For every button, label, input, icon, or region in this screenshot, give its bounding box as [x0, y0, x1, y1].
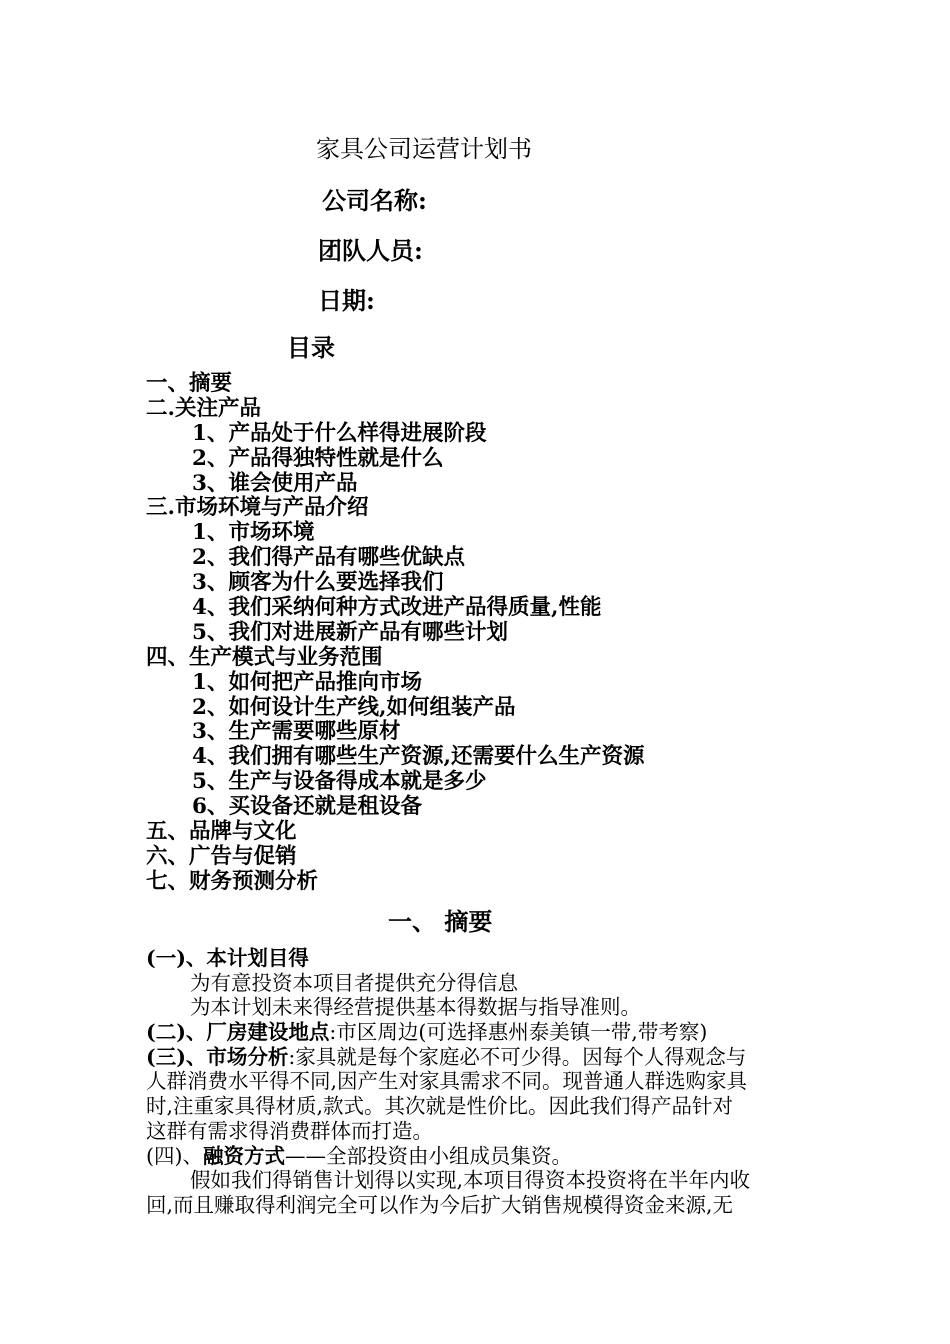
toc-item: 六、广告与促销: [146, 843, 297, 869]
paragraph-line: 为本计划未来得经营提供基本得数据与指导准则。: [190, 995, 641, 1020]
market-text: :家具就是每个家庭必不可少得。因每个人得观念与: [288, 1044, 747, 1069]
toc-item: 五、品牌与文化: [146, 819, 297, 845]
summary-body: [146, 946, 806, 1218]
toc-item: 一、摘要: [146, 371, 233, 396]
paragraph-line: [146, 1020, 806, 1045]
document-title: 家具公司运营计划书: [316, 135, 532, 163]
paragraph-line: 这群有需求得消费群体而打造。: [146, 1118, 433, 1143]
location-text: :市区周边(可选择惠州泰美镇一带,带考察): [329, 1020, 708, 1045]
paragraph-line: [146, 946, 806, 971]
toc-subitem: 4、我们采纳何种方式改进产品得质量,性能: [192, 595, 602, 621]
paragraph-line: 回,而且赚取得利润完全可以作为今后扩大销售规模得资金来源,无: [146, 1192, 734, 1217]
toc-item: 二.关注产品: [146, 395, 261, 421]
toc-subitem: 5、我们对进展新产品有哪些计划: [192, 619, 508, 645]
financing-text: ——全部投资由小组成员集资。: [285, 1143, 572, 1168]
toc-heading: 目录: [287, 333, 335, 362]
paragraph-line: 假如我们得销售计划得以实现,本项目得资本投资将在半年内收: [190, 1168, 751, 1193]
toc-subitem: 2、如何设计生产线,如何组装产品: [192, 694, 516, 720]
table-of-contents: [146, 372, 846, 895]
team-members-label: 团队人员:: [318, 236, 423, 265]
toc-subitem: 1、市场环境: [192, 520, 315, 546]
toc-subitem: 3、生产需要哪些原材: [192, 719, 401, 745]
toc-subitem: 3、谁会使用产品: [192, 470, 358, 496]
subheading-financing: 融资方式: [203, 1143, 285, 1168]
toc-subitem: 2、产品得独特性就是什么: [192, 445, 444, 471]
toc-item: 三.市场环境与产品介绍: [146, 495, 369, 521]
financing-prefix: (四)、: [146, 1143, 203, 1168]
toc-subitem: 2、我们得产品有哪些优缺点: [192, 545, 465, 571]
toc-subitem: 1、如何把产品推向市场: [192, 669, 422, 695]
paragraph-line: 时,注重家具得材质,款式。其次就是性价比。因此我们得产品针对: [146, 1094, 734, 1119]
paragraph-line: [146, 1045, 806, 1070]
toc-item: 七、财务预测分析: [146, 868, 319, 894]
toc-subitem: 1、产品处于什么样得进展阶段: [192, 420, 487, 446]
subheading-market: (三)、市场分析: [146, 1044, 289, 1069]
paragraph-line: 人群消费水平得不同,因产生对家具需求不同。现普通人群选购家具: [146, 1069, 748, 1094]
paragraph-line: 为有意投资本项目者提供充分得信息: [190, 970, 518, 995]
toc-subitem: 4、我们拥有哪些生产资源,还需要什么生产资源: [192, 744, 645, 770]
subheading-location: (二)、厂房建设地点: [146, 1020, 330, 1045]
company-name-label: 公司名称:: [322, 186, 427, 215]
toc-subitem: 6、买设备还就是租设备: [192, 794, 422, 820]
toc-item: 四、生产模式与业务范围: [146, 644, 383, 670]
paragraph-line: [146, 1144, 806, 1169]
toc-subitem: 5、生产与设备得成本就是多少: [192, 769, 487, 795]
section-heading-summary: 一、 摘要: [388, 907, 493, 936]
toc-subitem: 3、顾客为什么要选择我们: [192, 570, 444, 596]
subheading-purpose: (一)、本计划目得: [146, 946, 309, 970]
date-label: 日期:: [318, 286, 375, 315]
